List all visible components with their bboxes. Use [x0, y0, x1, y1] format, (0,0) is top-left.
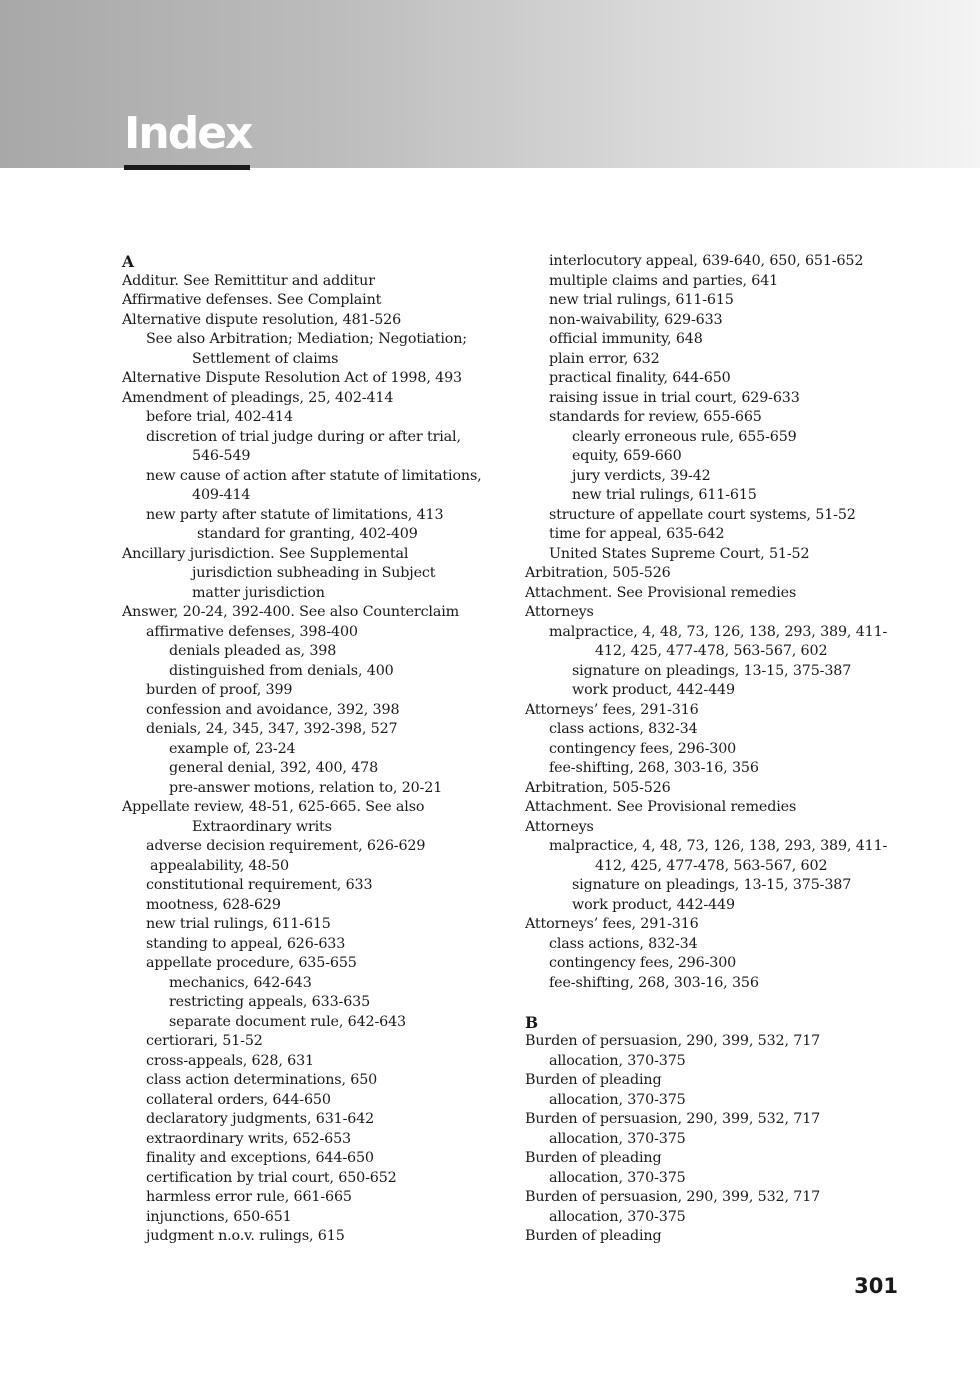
- index-entry: pre-answer motions, relation to, 20-21: [169, 779, 443, 796]
- index-entry: Burden of pleading: [525, 1150, 662, 1166]
- index-entry: allocation, 370-375: [549, 1130, 686, 1147]
- index-entry: before trial, 402-414: [146, 409, 293, 425]
- index-entry: standard for granting, 402-409: [197, 526, 418, 542]
- index-entry: affirmative defenses, 398-400: [146, 623, 358, 640]
- index-entry: new cause of action after statute of limitations,: [146, 467, 482, 484]
- index-entry: burden of proof, 399: [146, 682, 293, 698]
- index-entry: Attorneys’ fees, 291-316: [525, 916, 699, 932]
- index-column-right: [525, 252, 905, 1247]
- index-entry: new trial rulings, 611-615: [572, 487, 757, 503]
- index-entry: signature on pleadings, 13-15, 375-387: [572, 877, 852, 893]
- index-entry: multiple claims and parties, 641: [549, 272, 779, 289]
- index-entry: United States Supreme Court, 51-52: [549, 545, 810, 562]
- index-entry: new trial rulings, 611-615: [146, 916, 331, 932]
- index-entry: allocation, 370-375: [549, 1091, 686, 1108]
- index-entry: Appellate review, 48-51, 625-665. See also: [122, 799, 425, 815]
- index-entry: Alternative Dispute Resolution Act of 1998, 493: [122, 370, 462, 386]
- index-entry: denials pleaded as, 398: [169, 643, 337, 659]
- index-entry: Attachment. See Provisional remedies: [525, 799, 797, 815]
- section-letter: B: [525, 1012, 539, 1032]
- index-entry: 546-549: [192, 448, 251, 464]
- index-entry: judgment n.o.v. rulings, 615: [146, 1228, 345, 1244]
- index-entry: denials, 24, 345, 347, 392-398, 527: [146, 721, 398, 737]
- index-entry: 412, 425, 477-478, 563-567, 602: [595, 857, 828, 874]
- index-entry: Amendment of pleadings, 25, 402-414: [122, 389, 394, 406]
- index-entry: new trial rulings, 611-615: [549, 292, 734, 308]
- page-number: 301: [854, 1274, 898, 1298]
- index-entry: allocation, 370-375: [549, 1169, 686, 1186]
- index-entry: Attorneys: [525, 818, 594, 835]
- index-entry: practical finality, 644-650: [549, 370, 731, 386]
- index-entry: extraordinary writs, 652-653: [146, 1130, 352, 1147]
- index-entry: Affirmative defenses. See Complaint: [122, 292, 382, 308]
- index-entry: fee-shifting, 268, 303-16, 356: [549, 974, 759, 991]
- index-entry: contingency fees, 296-300: [549, 740, 737, 757]
- index-entry: allocation, 370-375: [549, 1052, 686, 1069]
- index-entry: Attorneys’ fees, 291-316: [525, 701, 699, 718]
- index-entry: Burden of persuasion, 290, 399, 532, 717: [525, 1189, 821, 1205]
- index-entry: Arbitration, 505-526: [525, 565, 671, 581]
- title-underline: [124, 165, 250, 170]
- index-entry: contingency fees, 296-300: [549, 955, 737, 971]
- index-entry: example of, 23-24: [169, 740, 296, 757]
- index-entry: plain error, 632: [549, 350, 660, 367]
- index-entry: certification by trial court, 650-652: [146, 1169, 397, 1186]
- index-entry: finality and exceptions, 644-650: [146, 1150, 374, 1166]
- index-entry: cross-appeals, 628, 631: [146, 1052, 314, 1069]
- index-entry: Settlement of claims: [192, 350, 339, 367]
- index-entry: constitutional requirement, 633: [146, 877, 373, 893]
- index-entry: interlocutory appeal, 639-640, 650, 651-652: [549, 253, 864, 269]
- index-entry: official immunity, 648: [549, 331, 703, 347]
- index-entry: standing to appeal, 626-633: [146, 935, 346, 952]
- index-entry: Ancillary jurisdiction. See Supplemental: [122, 545, 409, 562]
- index-entry: Burden of persuasion, 290, 399, 532, 717: [525, 1111, 821, 1127]
- index-entry: equity, 659-660: [572, 448, 682, 464]
- index-entry: non-waivability, 629-633: [549, 311, 723, 328]
- index-entry: fee-shifting, 268, 303-16, 356: [549, 760, 759, 776]
- index-entry: See also Arbitration; Mediation; Negotiation;: [146, 331, 467, 347]
- index-entry: appellate procedure, 635-655: [146, 955, 357, 971]
- index-entry: injunctions, 650-651: [146, 1208, 292, 1225]
- index-entry: standards for review, 655-665: [549, 409, 762, 425]
- index-entry: work product, 442-449: [572, 682, 735, 698]
- index-entry: raising issue in trial court, 629-633: [549, 389, 800, 406]
- index-entry: clearly erroneous rule, 655-659: [572, 428, 797, 445]
- index-entry: jury verdicts, 39-42: [572, 467, 711, 484]
- index-entry: Extraordinary writs: [192, 818, 332, 835]
- index-entry: certiorari, 51-52: [146, 1033, 263, 1049]
- index-entry: malpractice, 4, 48, 73, 126, 138, 293, 389, 411-: [549, 838, 888, 854]
- index-entry: adverse decision requirement, 626-629: [146, 838, 426, 854]
- index-entry: Attachment. See Provisional remedies: [525, 584, 797, 601]
- index-entry: 409-414: [192, 487, 251, 503]
- index-entry: jurisdiction subheading in Subject: [192, 565, 436, 581]
- index-entry: Arbitration, 505-526: [525, 779, 671, 796]
- index-entry: Burden of pleading: [525, 1072, 662, 1088]
- index-entry: signature on pleadings, 13-15, 375-387: [572, 662, 852, 679]
- index-entry: harmless error rule, 661-665: [146, 1189, 352, 1205]
- index-entry: malpractice, 4, 48, 73, 126, 138, 293, 389, 411-: [549, 623, 888, 640]
- index-entry: discretion of trial judge during or after trial,: [146, 428, 461, 445]
- index-entry: work product, 442-449: [572, 896, 735, 913]
- index-entry: Attorneys: [525, 604, 594, 620]
- index-entry: separate document rule, 642-643: [169, 1013, 406, 1030]
- index-entry: declaratory judgments, 631-642: [146, 1111, 375, 1127]
- index-entry: Burden of pleading: [525, 1228, 662, 1244]
- index-entry: general denial, 392, 400, 478: [169, 760, 379, 776]
- index-entry: collateral orders, 644-650: [146, 1091, 331, 1108]
- index-entry: Answer, 20-24, 392-400. See also Counterclaim: [122, 604, 460, 620]
- index-entry: restricting appeals, 633-635: [169, 994, 371, 1010]
- index-entry: class actions, 832-34: [549, 721, 698, 737]
- index-entry: Additur. See Remittitur and additur: [122, 272, 375, 289]
- index-entry: mechanics, 642-643: [169, 974, 312, 991]
- index-entry: appealability, 48-50: [150, 857, 290, 874]
- page-title: Index: [124, 108, 252, 159]
- index-entry: Burden of persuasion, 290, 399, 532, 717: [525, 1033, 821, 1049]
- index-entry: 412, 425, 477-478, 563-567, 602: [595, 643, 828, 659]
- index-entry: allocation, 370-375: [549, 1208, 686, 1225]
- index-entry: class action determinations, 650: [146, 1072, 378, 1088]
- index-entry: class actions, 832-34: [549, 935, 698, 952]
- index-entry: new party after statute of limitations, 413: [146, 506, 444, 523]
- index-entry: confession and avoidance, 392, 398: [146, 701, 400, 718]
- index-column-left: [122, 252, 502, 1247]
- index-entry: matter jurisdiction: [192, 584, 325, 601]
- index-entry: Alternative dispute resolution, 481-526: [122, 311, 402, 328]
- index-entry: structure of appellate court systems, 51-52: [549, 506, 856, 523]
- index-entry: mootness, 628-629: [146, 896, 281, 913]
- index-entry: distinguished from denials, 400: [169, 662, 394, 679]
- index-entry: time for appeal, 635-642: [549, 526, 725, 542]
- section-letter: A: [122, 252, 135, 271]
